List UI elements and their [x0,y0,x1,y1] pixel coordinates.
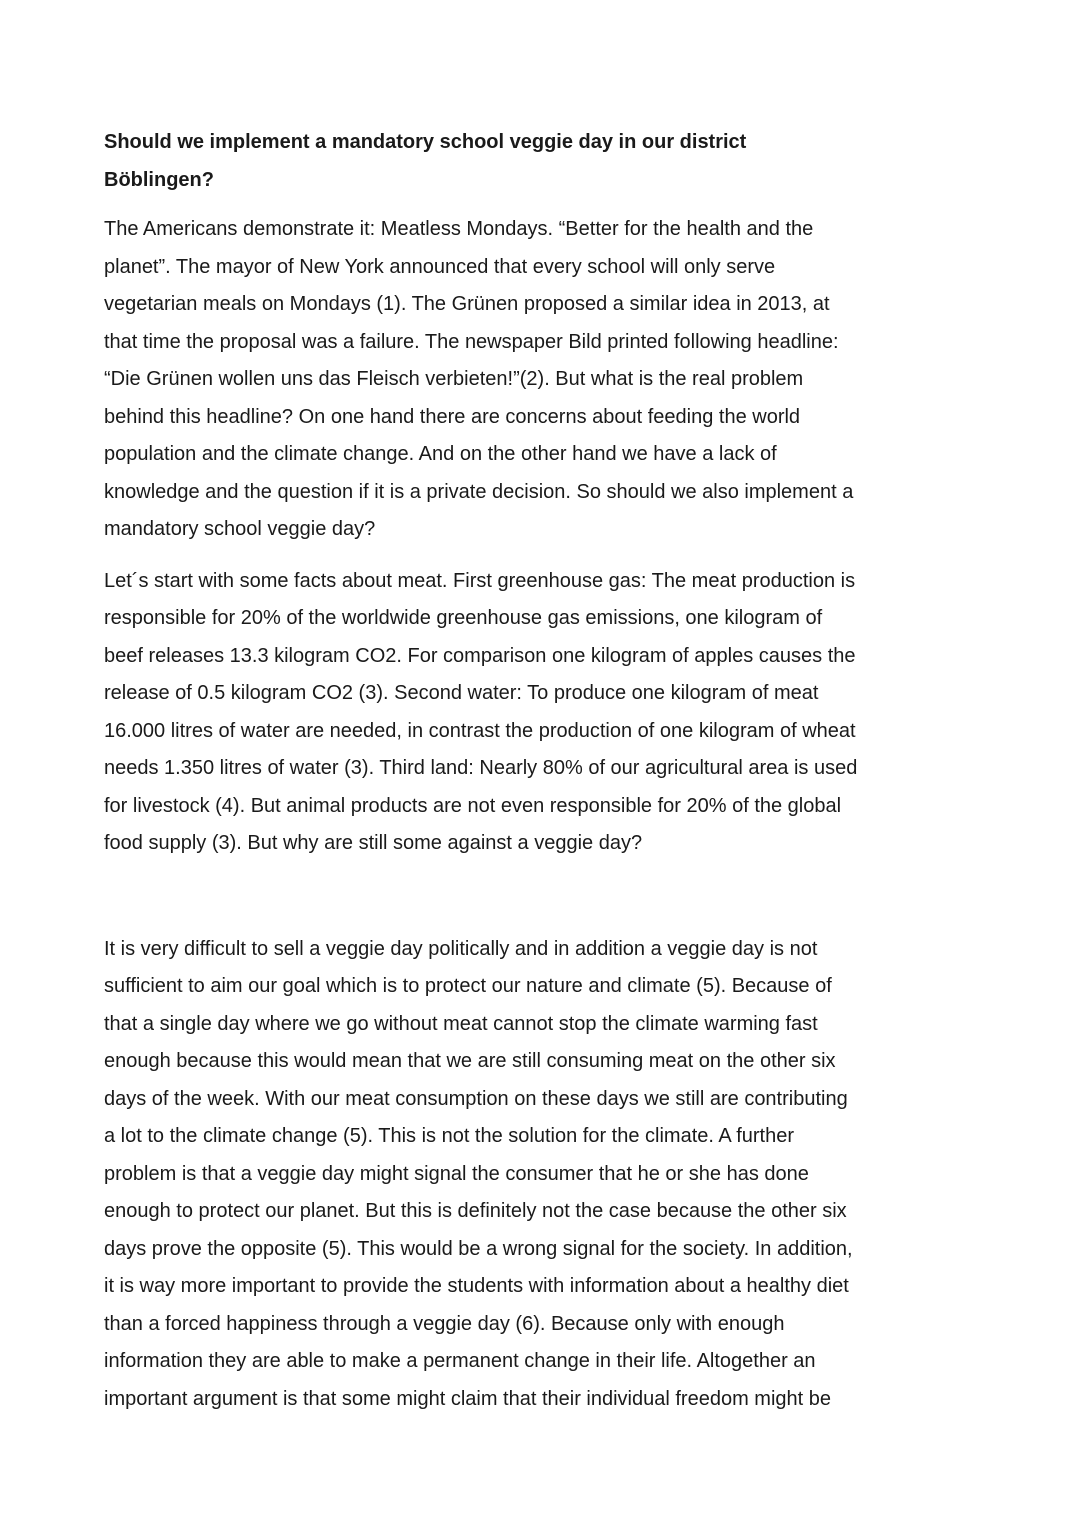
text-line: information they are able to make a permanent change in their life. Altogether an [104,1350,816,1372]
text-line: vegetarian meals on Mondays (1). The Grünen proposed a similar idea in 2013, at [104,293,830,315]
paragraph-introduction [104,211,934,549]
text-line: mandatory school veggie day? [104,518,376,540]
text-line: for livestock (4). But animal products are not even responsible for 20% of the global [104,794,842,817]
text-line: important argument is that some might claim that their individual freedom might be [104,1387,832,1410]
text-line: planet”. The mayor of New York announced that every school will only serve [104,255,776,278]
text-line: days of the week. With our meat consumption on these days we still are contributing [104,1087,848,1110]
document-page [104,124,934,1418]
text-line: days prove the opposite (5). This would be a wrong signal for the society. In addition, [104,1237,853,1260]
text-line: problem is that a veggie day might signal the consumer that he or she has done [104,1162,809,1185]
text-line: than a forced happiness through a veggie day (6). Because only with enough [104,1312,785,1335]
text-line: sufficient to aim our goal which is to protect our nature and climate (5). Because of [104,975,832,997]
paragraph-facts [104,563,934,863]
text-line: 16.000 litres of water are needed, in contrast the production of one kilogram of wheat [104,719,856,742]
text-line: that time the proposal was a failure. The newspaper Bild printed following headline: [104,330,839,353]
text-line: it is way more important to provide the students with information about a healthy diet [104,1275,849,1297]
text-line: that a single day where we go without meat cannot stop the climate warming fast [104,1012,818,1035]
text-line: release of 0.5 kilogram CO2 (3). Second water: To produce one kilogram of meat [104,682,819,704]
text-line: “Die Grünen wollen uns das Fleisch verbieten!”(2). But what is the real problem [104,368,804,390]
text-line: population and the climate change. And on the other hand we have a lack of [104,443,777,465]
title-line: Should we implement a mandatory school veggie day in our district [104,131,747,153]
text-line: behind this headline? On one hand there are concerns about feeding the world [104,405,801,428]
title-line: Böblingen? [104,168,214,191]
text-line: a lot to the climate change (5). This is not the solution for the climate. A further [104,1125,794,1147]
text-line: knowledge and the question if it is a private decision. So should we also implement a [104,480,854,503]
text-line: enough because this would mean that we are still consuming meat on the other six [104,1050,836,1072]
text-line: responsible for 20% of the worldwide greenhouse gas emissions, one kilogram of [104,607,823,629]
text-line: It is very difficult to sell a veggie day politically and in addition a veggie day is not [104,937,818,960]
text-line: food supply (3). But why are still some against a veggie day? [104,832,643,854]
text-line: The Americans demonstrate it: Meatless Mondays. “Better for the health and the [104,218,814,240]
paragraph-counterarguments [104,931,934,1419]
text-line: Let´s start with some facts about meat. First greenhouse gas: The meat production is [104,569,856,592]
text-line: enough to protect our planet. But this is definitely not the case because the other six [104,1200,847,1222]
text-line: beef releases 13.3 kilogram CO2. For comparison one kilogram of apples causes the [104,644,856,667]
document-title [104,124,934,199]
text-line: needs 1.350 litres of water (3). Third land: Nearly 80% of our agricultural area is used [104,757,858,779]
